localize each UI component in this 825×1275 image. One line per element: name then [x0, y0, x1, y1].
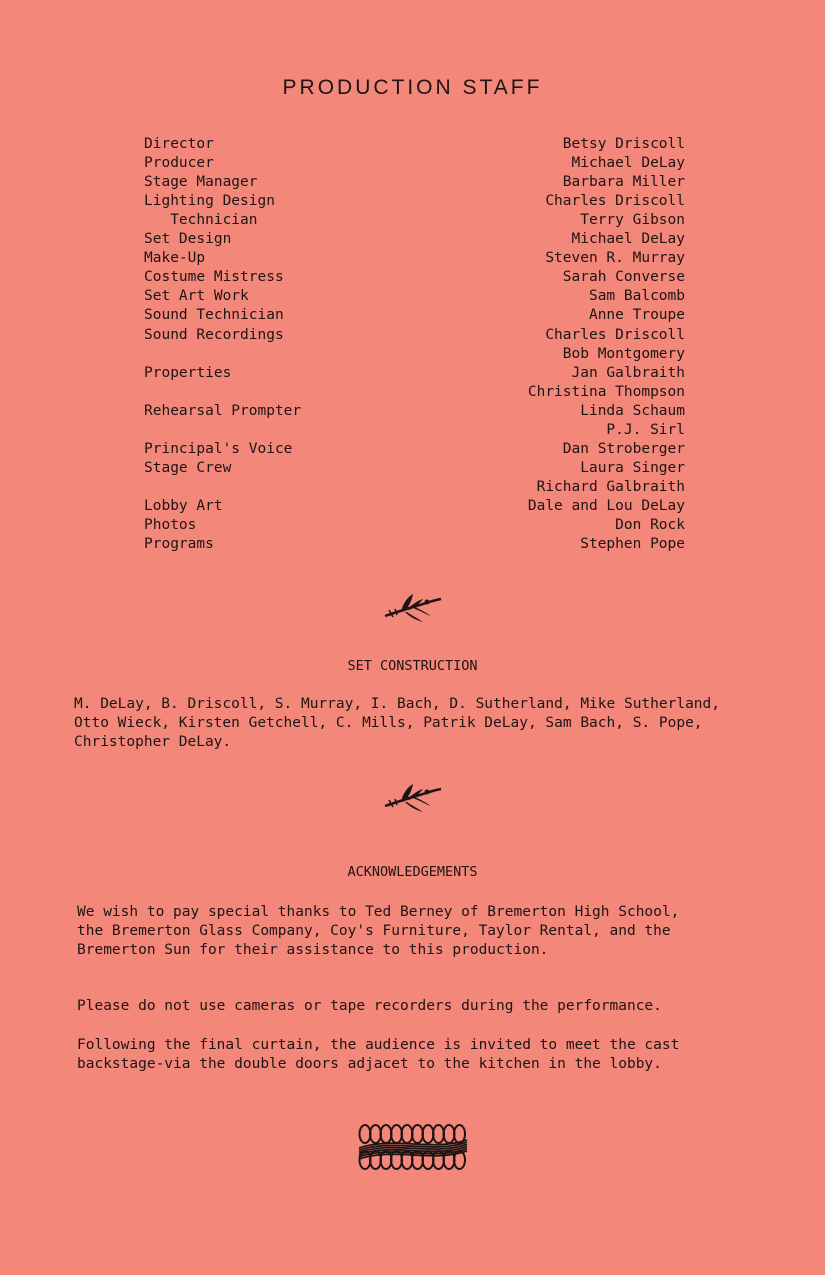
staff-name: Sam Balcomb: [588, 288, 685, 305]
staff-name: Dale and Lou DeLay: [527, 497, 685, 514]
staff-name: Dan Stroberger: [562, 440, 685, 457]
staff-role: Rehearsal Prompter: [144, 402, 302, 419]
staff-role: Sound Technician: [144, 307, 284, 324]
staff-row: [0, 384, 825, 403]
acknowledgements-heading: ACKNOWLEDGEMENTS: [347, 864, 478, 880]
staff-name: Charles Driscoll: [545, 326, 685, 343]
scroll-border-ornament-icon: [0, 1120, 825, 1176]
staff-row: [0, 136, 825, 155]
staff-name: Stephen Pope: [580, 536, 685, 553]
staff-row: [0, 327, 825, 346]
staff-role: Set Design: [144, 231, 232, 248]
staff-name: Barbara Miller: [562, 174, 685, 191]
staff-role: Sound Recordings: [144, 326, 284, 343]
staff-row: [0, 498, 825, 517]
staff-name: Michael DeLay: [571, 231, 685, 248]
staff-row: [0, 193, 825, 212]
staff-row: [0, 250, 825, 269]
staff-row: [0, 517, 825, 536]
staff-row: [0, 212, 825, 231]
staff-name: Anne Troupe: [588, 307, 685, 324]
staff-role: Stage Crew: [144, 459, 232, 476]
staff-name: Sarah Converse: [562, 269, 685, 286]
staff-name: Christina Thompson: [527, 383, 685, 400]
staff-role: Programs: [144, 536, 214, 553]
camera-notice: Please do not use cameras or tape recorders during the performance.: [77, 998, 662, 1014]
staff-role: Technician: [144, 212, 258, 229]
set-construction-text: M. DeLay, B. Driscoll, S. Murray, I. Bach, D. Sutherland, Mike Sutherland, Otto Wieck, Kirsten Getchell, C. Mills, Patrik DeLay, Sam Bach, S. Pope, Christopher DeLay.: [74, 696, 721, 750]
staff-row: [0, 231, 825, 250]
staff-role: Stage Manager: [144, 174, 258, 191]
page-title: PRODUCTION STAFF: [282, 76, 543, 99]
staff-name: Linda Schaum: [580, 402, 685, 419]
staff-row: [0, 155, 825, 174]
staff-name: Betsy Driscoll: [562, 136, 685, 152]
staff-row: [0, 479, 825, 498]
staff-row: [0, 288, 825, 307]
staff-role: Costume Mistress: [144, 269, 284, 286]
staff-name: Bob Montgomery: [562, 345, 685, 362]
staff-role: Principal's Voice: [144, 440, 293, 457]
staff-name: P.J. Sirl: [606, 421, 685, 438]
staff-name: Michael DeLay: [571, 155, 685, 172]
staff-name: Terry Gibson: [580, 212, 685, 229]
backstage-notice: Following the final curtain, the audience is invited to meet the cast backstage-via the double doors adjacet to the kitchen in the lobby.: [77, 1037, 680, 1072]
staff-role: Director: [144, 136, 214, 152]
staff-row: [0, 403, 825, 422]
staff-name: Steven R. Murray: [545, 250, 685, 267]
staff-name: Don Rock: [615, 517, 685, 533]
staff-row: [0, 365, 825, 384]
staff-role: Lobby Art: [144, 497, 223, 514]
staff-row: [0, 460, 825, 479]
staff-role: Photos: [144, 517, 197, 533]
staff-row: [0, 422, 825, 441]
staff-row: [0, 174, 825, 193]
staff-row: [0, 441, 825, 460]
staff-name: Jan Galbraith: [571, 364, 685, 381]
staff-name: Charles Driscoll: [545, 193, 685, 210]
staff-name: Laura Singer: [580, 459, 685, 476]
staff-row: [0, 536, 825, 555]
acknowledgements-text: We wish to pay special thanks to Ted Berney of Bremerton High School, the Bremerton Glass Company, Coy's Furniture, Taylor Rental, and the Bremerton Sun for their assistance to this production.: [77, 904, 680, 958]
set-construction-heading: SET CONSTRUCTION: [347, 658, 478, 674]
staff-role: Properties: [144, 364, 232, 381]
dragonfly-ornament-icon: [0, 590, 825, 624]
staff-row: [0, 269, 825, 288]
staff-row: [0, 346, 825, 365]
staff-role: Set Art Work: [144, 288, 249, 305]
staff-name: Richard Galbraith: [536, 478, 685, 495]
staff-role: Lighting Design: [144, 193, 275, 210]
staff-row: [0, 307, 825, 326]
staff-role: Producer: [144, 155, 214, 172]
dragonfly-ornament-icon: [0, 780, 825, 814]
staff-role: Make-Up: [144, 250, 206, 267]
